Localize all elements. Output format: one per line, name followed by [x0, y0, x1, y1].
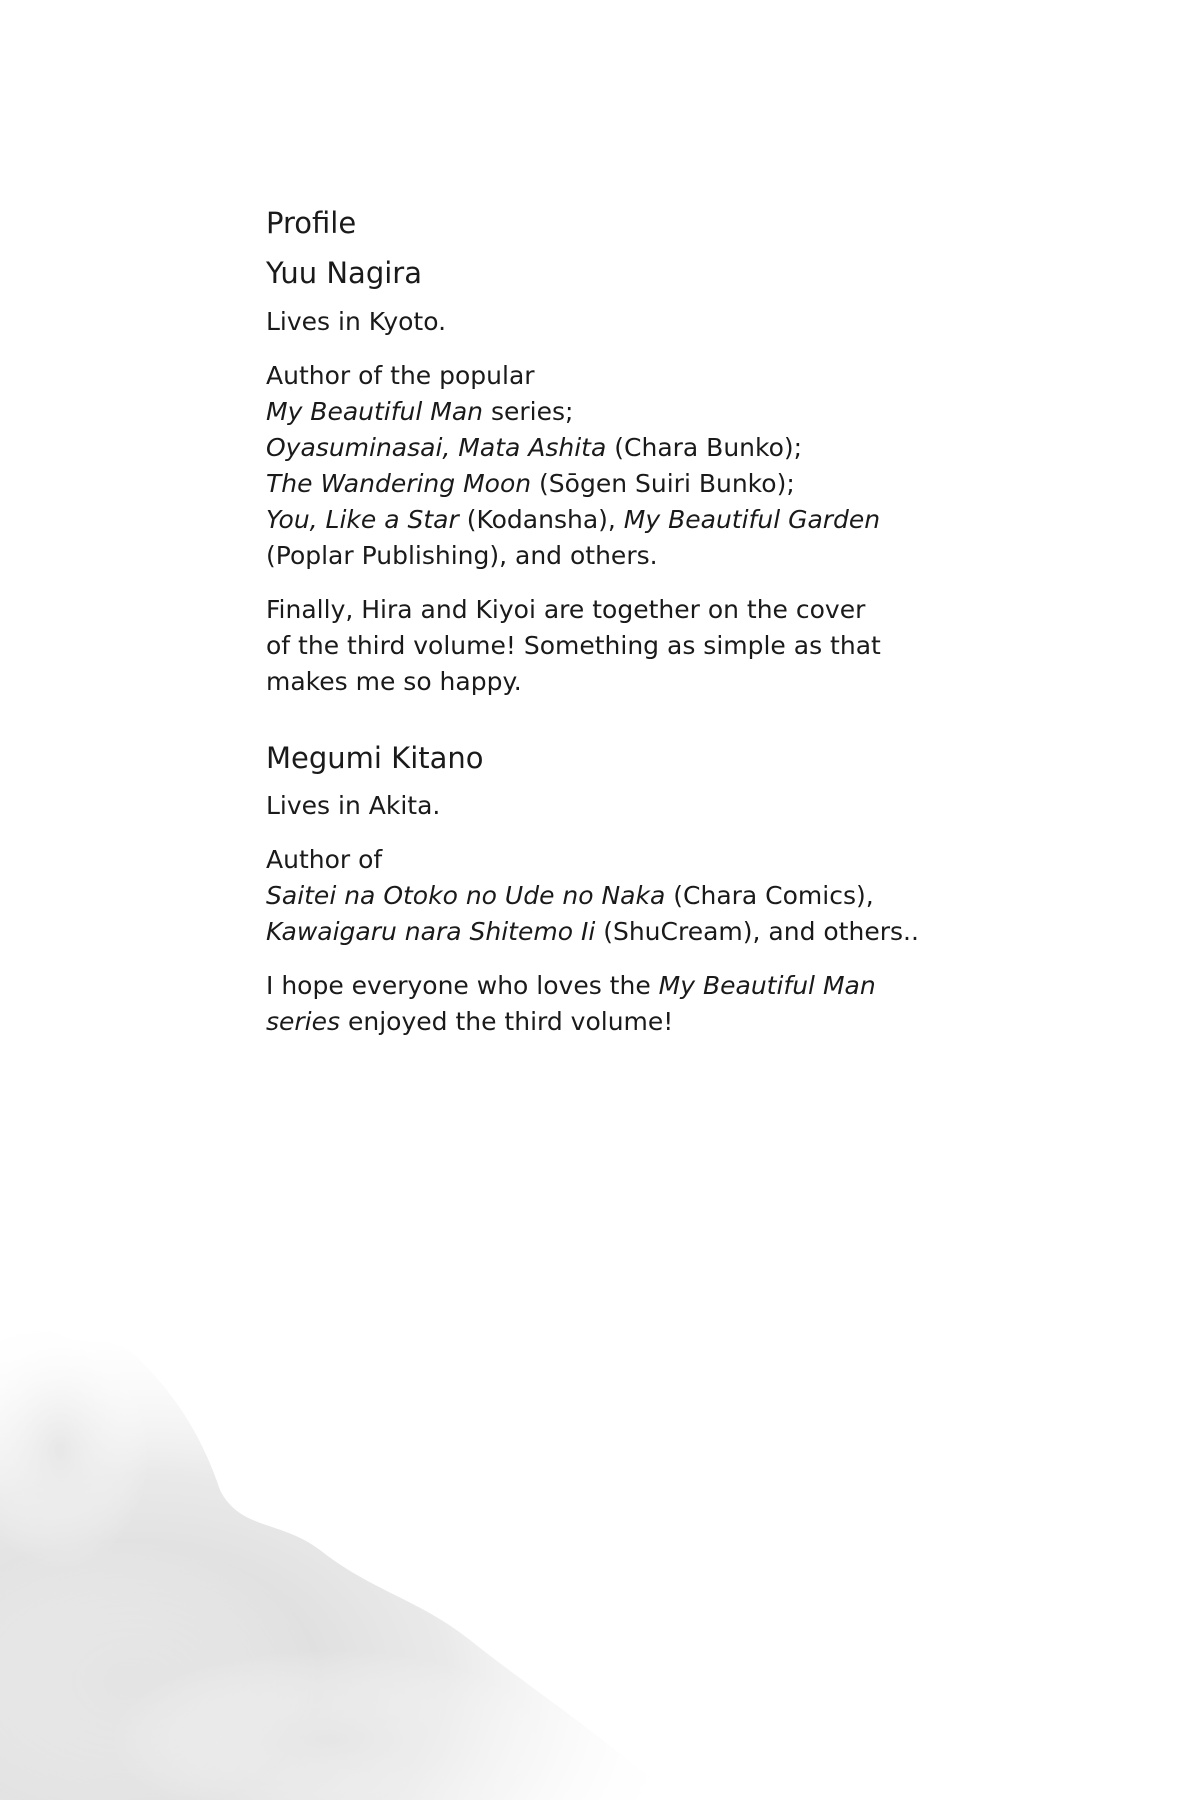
works-line — [266, 466, 966, 502]
profile-content — [266, 205, 966, 1058]
work-title: Kawaigaru nara Shitemo Ii — [266, 916, 596, 946]
works-line — [266, 878, 966, 914]
author-residence: Lives in Kyoto. — [266, 306, 447, 336]
works-text: (Chara Comics), — [665, 880, 874, 910]
watercolor-wash-decoration — [0, 1300, 700, 1800]
author-works — [266, 358, 966, 574]
work-title: My Beautiful Garden — [623, 504, 881, 534]
work-title: series — [266, 1006, 341, 1036]
works-text: series; — [483, 396, 574, 426]
works-text: (ShuCream), and others.. — [595, 916, 919, 946]
work-title: The Wandering Moon — [266, 468, 532, 498]
works-line: (Poplar Publishing), and others. — [266, 540, 658, 570]
profile-heading: Profile — [266, 206, 357, 240]
message-line — [266, 1004, 966, 1040]
message-text: enjoyed the third volume! — [340, 1006, 674, 1036]
works-line — [266, 394, 966, 430]
author-name: Yuu Nagira — [266, 256, 422, 291]
work-title: My Beautiful Man — [266, 396, 484, 426]
author-residence: Lives in Akita. — [266, 790, 441, 820]
message-line: of the third volume! Something as simple as that — [266, 630, 881, 660]
message-line: makes me so happy. — [266, 666, 522, 696]
works-text: (Kodansha), — [458, 504, 624, 534]
message-text: I hope everyone who loves the — [266, 970, 659, 1000]
author-name: Megumi Kitano — [266, 740, 484, 775]
works-line — [266, 430, 966, 466]
works-line — [266, 914, 966, 950]
works-text: (Sōgen Suiri Bunko); — [531, 468, 795, 498]
author-works — [266, 842, 966, 950]
author-message — [266, 592, 966, 700]
author-section-yuu-nagira — [266, 255, 966, 699]
author-section-megumi-kitano — [266, 740, 966, 1040]
work-title: Saitei na Otoko no Ude no Naka — [266, 880, 666, 910]
works-line: Author of the popular — [266, 360, 535, 390]
works-line: Author of — [266, 844, 383, 874]
work-title: Oyasuminasai, Mata Ashita — [266, 432, 607, 462]
works-line — [266, 502, 966, 538]
message-line: Finally, Hira and Kiyoi are together on the cover — [266, 594, 866, 624]
work-title: You, Like a Star — [266, 504, 459, 534]
work-title: My Beautiful Man — [658, 970, 876, 1000]
works-text: (Chara Bunko); — [606, 432, 803, 462]
author-message — [266, 968, 966, 1040]
message-line — [266, 968, 966, 1004]
